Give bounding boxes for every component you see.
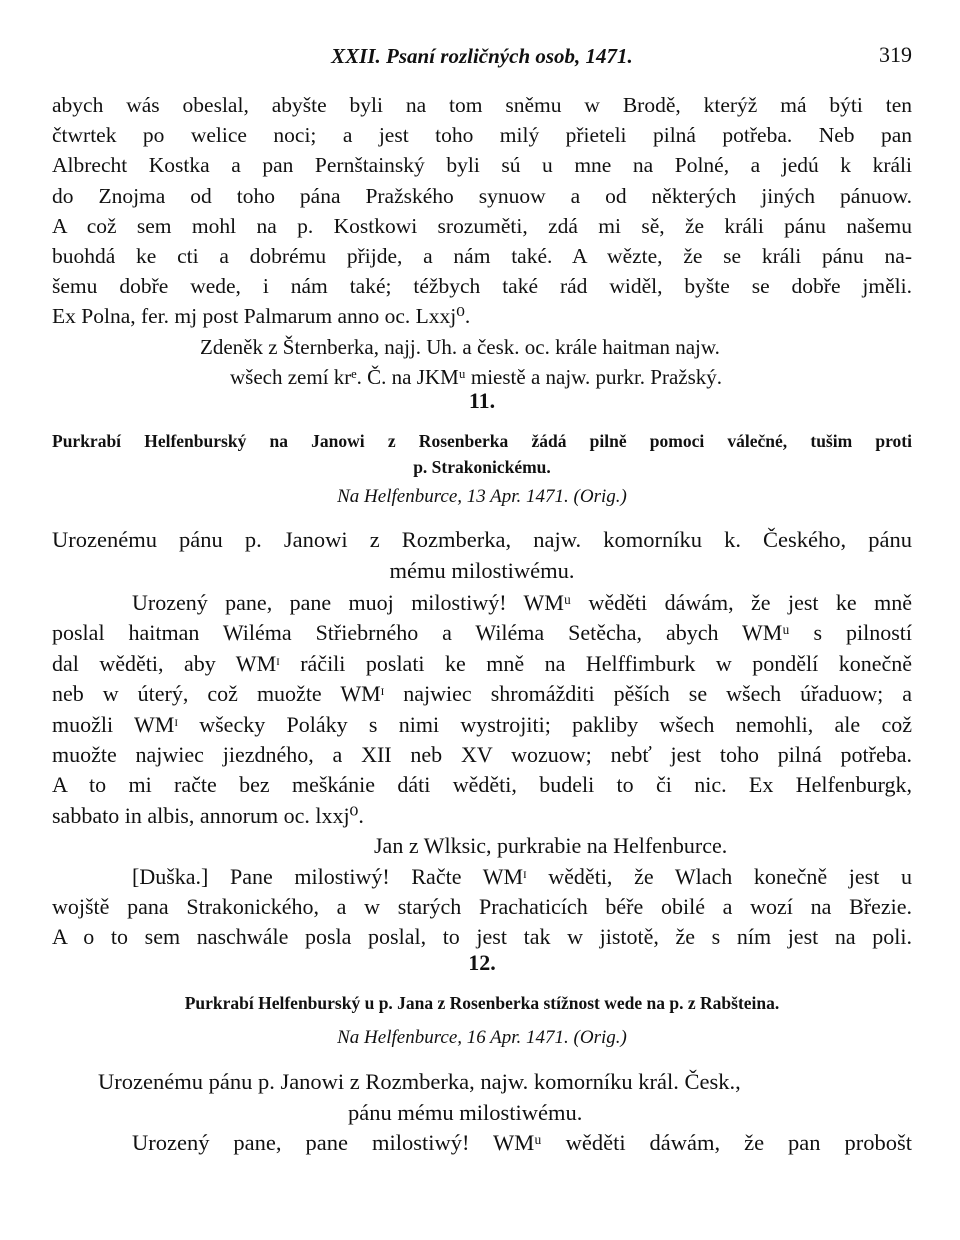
text-line: poslal haitman Wiléma Střiebrného a Wiléma Setěcha, abych WMᵘ s pilností bbox=[52, 620, 912, 646]
text-line: muožli WMᶦ wšecky Poláky s nimi wystrojiti; pakliby wšech nemohli, ale což bbox=[52, 711, 912, 737]
text-line: neb w úterý, což muožte WMᶦ najwiec shromážditi pěších se wšech úřaduow; a bbox=[52, 681, 912, 707]
page-number: 319 bbox=[879, 42, 912, 67]
text-line: A což sem mohl na p. Kostkowi srozuměti, zdá mi sě, že králi pánu našemu bbox=[52, 213, 912, 238]
address-line: Urozenému pánu p. Janowi z Rozmberka, najw. komorníku král. Česk., bbox=[98, 1069, 741, 1094]
letter-summary bbox=[52, 428, 912, 480]
signature-line: wšech zemí krᵉ. Č. na JKMᵘ miestě a najw. purkr. Pražský. bbox=[230, 364, 723, 389]
signature-line: Zdeněk z Šternberka, najj. Uh. a česk. oc. krále haitman najw. bbox=[200, 334, 720, 359]
text-line: čtwrtek po welice noci; a jest toho milý přieteli pilná potřeba. Neb pan bbox=[52, 123, 912, 148]
text-line: A to mi račte bez meškánie dáti wěděti, budeli to či nic. Ex Helfenburgk, bbox=[52, 772, 912, 798]
summary-line: Purkrabí Helfenburský u p. Jana z Rosenberka stížnost wede na p. z Rabšteina. bbox=[184, 993, 780, 1013]
summary-line: Purkrabí Helfenburský na Janowi z Rosenberka žádá pilně pomoci válečné, tušim proti bbox=[52, 431, 912, 451]
letter-address bbox=[52, 524, 912, 586]
text-line: Urozený pane, pane milostiwý! WMᵘ wěděti dáwám, že pan probošt bbox=[132, 1130, 912, 1155]
text-line: Urozený pane, pane muoj milostiwý! WMᵘ wěděti dáwám, že jest ke mně bbox=[132, 590, 912, 615]
running-title: XXII. Psaní rozličných osob, 1471. bbox=[331, 44, 633, 68]
postscript-line: A o to sem naschwále posla poslal, to jest tak w jistotě, že s ním jest na poli. bbox=[52, 924, 912, 950]
postscript-line: [Duška.] Pane milostiwý! Račte WMᶦ wěděti, že Wlach konečně jest u bbox=[132, 863, 912, 889]
address-line: mému milostiwému. bbox=[389, 558, 575, 583]
text-line: dal wěděti, aby WMᶦ ráčili poslati ke mně na Helffimburk w pondělí konečně bbox=[52, 650, 912, 676]
page-header bbox=[52, 40, 912, 74]
signature-line: Jan z Wlksic, purkrabie na Helfenburce. bbox=[374, 833, 728, 859]
letter-number: 12. bbox=[468, 950, 496, 975]
dateline: Na Helfenburce, 16 Apr. 1471. (Orig.) bbox=[337, 1027, 627, 1048]
text-line: muožte najwiec jiezdného, a XII neb XV wozuow; nebť jest toho pilná potřeba. bbox=[52, 742, 912, 768]
text-line: buohdá ke cti a dobrému přijde, a nám také. A wězte, že se králi pánu na- bbox=[52, 244, 912, 269]
text-line: šemu dobře wede, i nám také; téžbych také rád widěl, byšte se dobře jměli. bbox=[52, 274, 912, 299]
letter-summary bbox=[52, 990, 912, 1016]
letter-number: 11. bbox=[468, 388, 496, 413]
letter-address bbox=[52, 1066, 912, 1128]
letter-body bbox=[52, 1128, 912, 1158]
closing-line: Ex Polna, fer. mj post Palmarum anno oc. Lxxj⁰. bbox=[52, 304, 471, 329]
dateline: Na Helfenburce, 13 Apr. 1471. (Orig.) bbox=[337, 486, 627, 507]
summary-line: p. Strakonickému. bbox=[413, 457, 551, 477]
letter-10-continuation bbox=[52, 90, 912, 392]
text-line: sabbato in albis, annorum oc. lxxj⁰. bbox=[52, 802, 364, 828]
text-line: abych wás obeslal, abyšte byli na tom sněmu w Brodě, kterýž má býti ten bbox=[52, 93, 912, 117]
text-line: Albrecht Kostka a pan Pernštainský byli sú u mne na Polné, a jedú k králi bbox=[52, 153, 912, 178]
postscript-line: wojště pana Strakonického, a w starých Prachaticích béře obilé a wozí na Březie. bbox=[52, 894, 912, 920]
address-line: Urozenému pánu p. Janowi z Rozmberka, najw. komorníku k. Českého, pánu bbox=[52, 527, 912, 552]
text-line: do Znojma od toho pána Pražského synuow a od některých jiných pánuow. bbox=[52, 183, 912, 208]
letter-body bbox=[52, 588, 912, 953]
address-line: pánu mému milostiwému. bbox=[348, 1100, 583, 1125]
